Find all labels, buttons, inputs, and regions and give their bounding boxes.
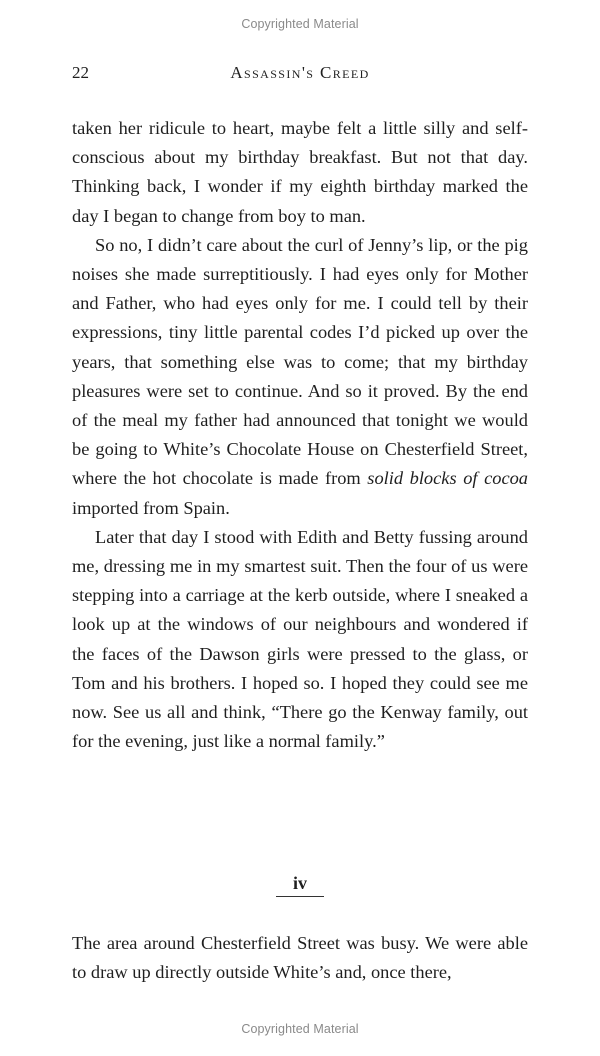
paragraph-4 bbox=[72, 929, 528, 987]
running-head bbox=[72, 63, 528, 87]
section-numeral: iv bbox=[276, 873, 324, 897]
copyright-watermark-bottom: Copyrighted Material bbox=[241, 1022, 359, 1036]
paragraph-1-text: taken her ridicule to heart, maybe felt a little silly and self-conscious about my birthday breakfast. But not that day. Thinking back, I wonder if my eighth birthday marked the day I began to change from boy to man. bbox=[72, 118, 528, 226]
paragraph-3-text: Later that day I stood with Edith and Betty fussing around me, dressing me in my smartest suit. Then the four of us were stepping into a carriage at the kerb outside, where I sneaked a look up at the windows of our neighbours and wondered if the faces of the Dawson girls were pressed to the glass, or Tom and his brothers. I hoped so. I hoped they could see me now. See us all and think, “There go the Kenway family, out for the evening, just like a normal family.” bbox=[72, 526, 528, 752]
paragraph-2-text: So no, I didn’t care about the curl of Jenny’s lip, or the pig noises she made surreptitiously. I had eyes only for Mother and Father, who had eyes only for me. I could tell by their expressions, tiny little parental codes I’d picked up over the years, that something else was to come; that my birthday pleasures were set to continue. And so it proved. By the end of the meal my father had announced that tonight we would be going to White’s Chocolate House on Chesterfield Street, where the hot chocolate is made from bbox=[72, 234, 528, 489]
paragraph-3 bbox=[72, 523, 528, 757]
copyright-watermark-top: Copyrighted Material bbox=[241, 17, 359, 31]
paragraph-2 bbox=[72, 231, 528, 523]
paragraph-2-text-end: imported from Spain. bbox=[72, 497, 230, 518]
body-text-section-iii bbox=[72, 114, 528, 756]
paragraph-1 bbox=[72, 114, 528, 231]
page-number: 22 bbox=[72, 63, 89, 82]
body-text-section-iv bbox=[72, 929, 528, 987]
paragraph-4-text: The area around Chesterfield Street was busy. We were able to draw up directly outside White’s and, once there, bbox=[72, 933, 528, 983]
paragraph-2-italic: solid blocks of cocoa bbox=[367, 468, 528, 489]
book-title: Assassin's Creed bbox=[230, 63, 370, 82]
